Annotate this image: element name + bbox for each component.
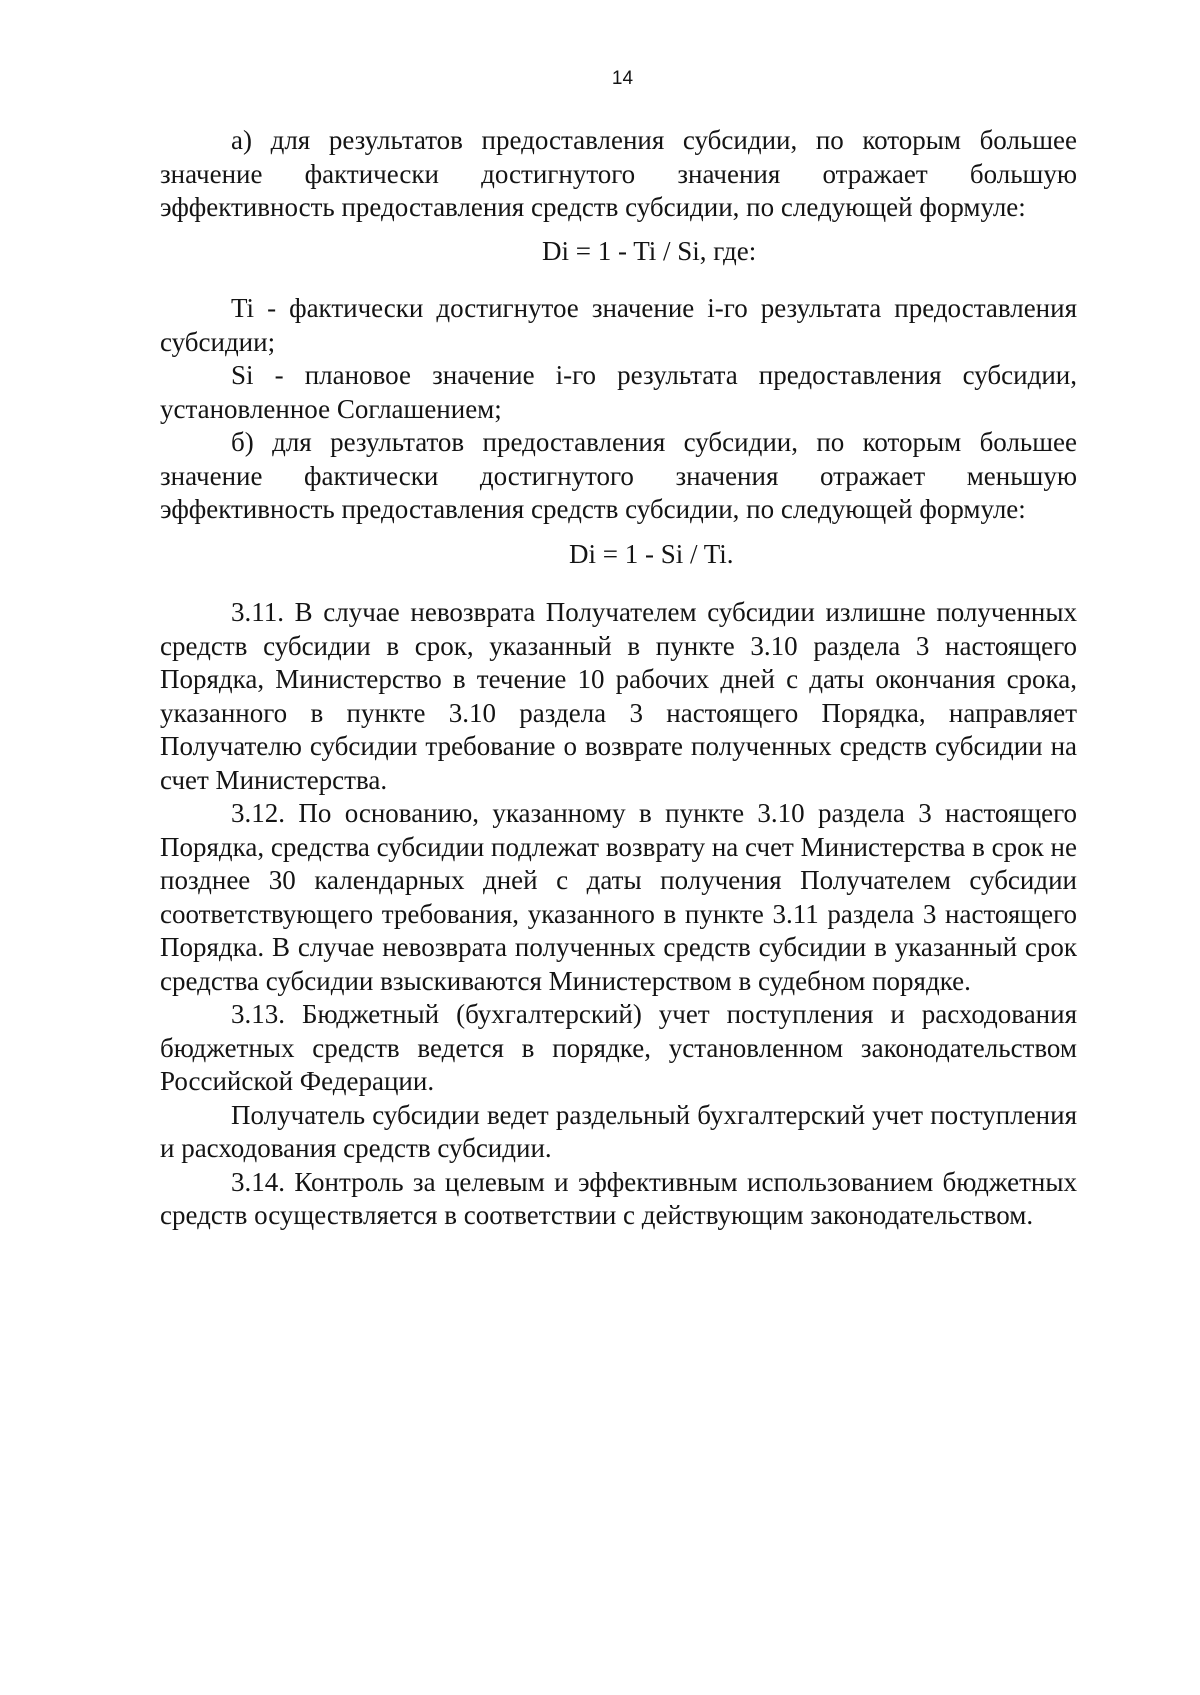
definition-si: Si - плановое значение i-го результата предоставления субсидии, установленное Соглашением; bbox=[160, 360, 1077, 424]
page-number: 14 bbox=[611, 68, 634, 89]
clause-3-14: 3.14. Контроль за целевым и эффективным использованием бюджетных средств осуществляется в соответствии с действующим законодательством. bbox=[160, 1166, 1077, 1230]
paragraph-b: б) для результатов предоставления субсидии, по которым большее значение фактически достигнутого значения отражает меньшую эффективность предоставления средств субсидии, по следующей формуле: bbox=[160, 427, 1077, 524]
document-body bbox=[160, 124, 1077, 1233]
formula-inverse: Di = 1 - Si / Ti. bbox=[569, 538, 734, 569]
paragraph-a: а) для результатов предоставления субсидии, по которым большее значение фактически достигнутого значения отражает большую эффективность предоставления средств субсидии, по следующей формуле: bbox=[160, 125, 1077, 222]
clause-3-13: 3.13. Бюджетный (бухгалтерский) учет поступления и расходования бюджетных средств ведется в порядке, установленном законодательством Российской Федерации. bbox=[160, 999, 1077, 1096]
formula-direct: Di = 1 - Ti / Si, где: bbox=[542, 235, 757, 266]
definition-ti: Ti - фактически достигнутое значение i-го результата предоставления субсидии; bbox=[160, 293, 1077, 357]
clause-3-12: 3.12. По основанию, указанному в пункте 3.10 раздела 3 настоящего Порядка, средства субсидии подлежат возврату на счет Министерства в срок не позднее 30 календарных дней с даты получения Получателем субсидии соответствующего требования, указанного в пункте 3.11 раздела 3 настоящего Порядка. В случае невозврата полученных средств субсидии в указанный срок средства субсидии взыскиваются Министерством в судебном порядке. bbox=[160, 798, 1077, 996]
clause-3-11: 3.11. В случае невозврата Получателем субсидии излишне полученных средств субсидии в срок, указанный в пункте 3.10 раздела 3 настоящего Порядка, Министерство в течение 10 рабочих дней с даты окончания срока, указанного в пункте 3.10 раздела 3 настоящего Порядка, направляет Получателю субсидии требование о возврате полученных средств субсидии на счет Министерства. bbox=[160, 597, 1077, 795]
recipient-accounting-paragraph: Получатель субсидии ведет раздельный бухгалтерский учет поступления и расходования средств субсидии. bbox=[160, 1099, 1077, 1163]
